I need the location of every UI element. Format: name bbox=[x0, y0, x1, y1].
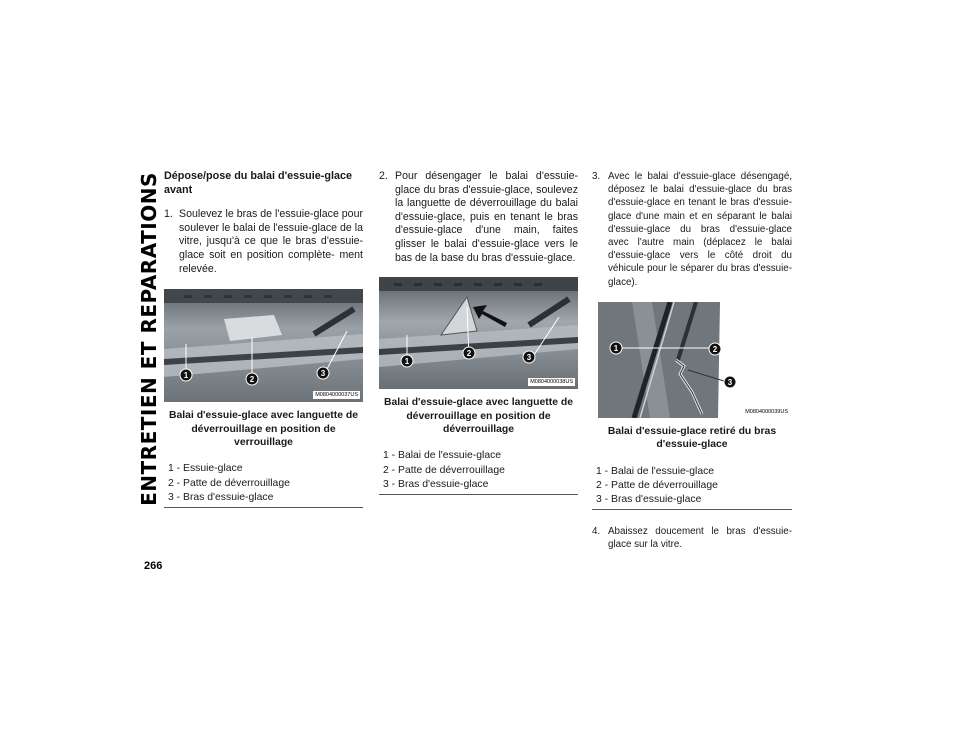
figure-code: M0804000038US bbox=[530, 379, 573, 386]
callout-1: 1 bbox=[183, 371, 189, 381]
figure-wiper-unlocked bbox=[379, 277, 578, 389]
step-3 bbox=[592, 170, 792, 289]
step-text: Abaissez doucement le bras d'essuie-glace sur la vitre. bbox=[608, 526, 792, 551]
legend-item: 2 - Patte de déverrouillage bbox=[596, 479, 718, 491]
step-text: Pour désengager le balai d'essuie-glace du bras d'essuie-glace, soulevez la languette de déverrouillage du balai d'essuie-glace, puis en tenant le bras d'essuie-glace d'une main, faites glisser le balai d'essuie-glace vers le bas de la base du bras d'essuie-glace. bbox=[395, 170, 578, 264]
wiper-unlocked-illustration bbox=[379, 277, 578, 389]
legend-item: 2 - Patte de déverrouillage bbox=[383, 464, 505, 476]
figure-caption: Balai d'essuie-glace retiré du bras d'essuie-glace bbox=[607, 425, 777, 451]
callout-3: 3 bbox=[320, 369, 326, 379]
step-number: 3. bbox=[592, 171, 601, 182]
legend-item: 3 - Bras d'essuie-glace bbox=[168, 491, 274, 503]
legend-item: 3 - Bras d'essuie-glace bbox=[596, 494, 702, 506]
legend-item: 1 - Balai de l'essuie-glace bbox=[596, 465, 715, 477]
step-number: 1. bbox=[164, 208, 173, 221]
callout-2: 2 bbox=[712, 344, 718, 354]
figure-caption: Balai d'essuie-glace avec languette de déverrouillage en position de déverrouillage bbox=[383, 397, 573, 435]
column-2 bbox=[379, 170, 578, 495]
legend-item: 2 - Patte de déverrouillage bbox=[168, 477, 290, 489]
step-text: Soulevez le bras de l'essuie-glace pour soulever le balai de l'essuie-glace de la vitre, jusqu'à ce que le bras d'essuie-glace soit en position complète- ment relevée. bbox=[179, 208, 363, 275]
step-text: Avec le balai d'essuie-glace désengagé, déposez le balai d'essuie-glace du bras d'essuie-glace en tenant le bras d'essuie-glace d'une main et en séparant le balai d'essuie-glace du bras d'essuie-glace avec l'autre main (déplacez le balai d'essuie-glace vers le côté droit du véhicule pour le séparer du bras d'essuie-glace). bbox=[608, 171, 792, 288]
step-4 bbox=[592, 525, 792, 551]
callout-2: 2 bbox=[466, 349, 472, 359]
section-side-tab-label: ENTRETIEN ET REPARATIONS bbox=[137, 172, 161, 506]
column-1 bbox=[164, 170, 363, 508]
wiper-locked-illustration bbox=[164, 289, 363, 402]
figure-legend bbox=[164, 462, 363, 508]
step-number: 2. bbox=[379, 170, 388, 182]
figure-legend bbox=[592, 465, 792, 511]
column-3 bbox=[592, 170, 792, 552]
figure-caption: Balai d'essuie-glace avec languette de déverrouillage en position de verrouillage bbox=[168, 410, 358, 448]
figure-wiper-removed bbox=[592, 302, 792, 418]
page-number: 266 bbox=[144, 560, 163, 572]
figure-wiper-locked bbox=[164, 289, 363, 402]
step-number: 4. bbox=[592, 526, 601, 538]
callout-2: 2 bbox=[249, 375, 255, 385]
callout-3: 3 bbox=[526, 353, 532, 363]
figure-code: M0804000037US bbox=[315, 392, 358, 399]
legend-item: 1 - Balai de l'essuie-glace bbox=[383, 450, 502, 462]
wiper-removed-illustration bbox=[592, 302, 792, 418]
figure-legend bbox=[379, 449, 578, 495]
legend-item: 1 - Essuie-glace bbox=[168, 463, 243, 475]
section-title: Dépose/pose du balai d'essuie-glace avant bbox=[164, 170, 352, 196]
callout-3: 3 bbox=[727, 377, 733, 387]
legend-item: 3 - Bras d'essuie-glace bbox=[383, 478, 489, 490]
figure-code: M0804000039US bbox=[745, 408, 788, 415]
section-side-tab bbox=[138, 170, 160, 508]
callout-1: 1 bbox=[404, 357, 410, 367]
step-2 bbox=[379, 170, 578, 265]
step-1 bbox=[164, 208, 363, 276]
callout-1: 1 bbox=[613, 343, 619, 353]
